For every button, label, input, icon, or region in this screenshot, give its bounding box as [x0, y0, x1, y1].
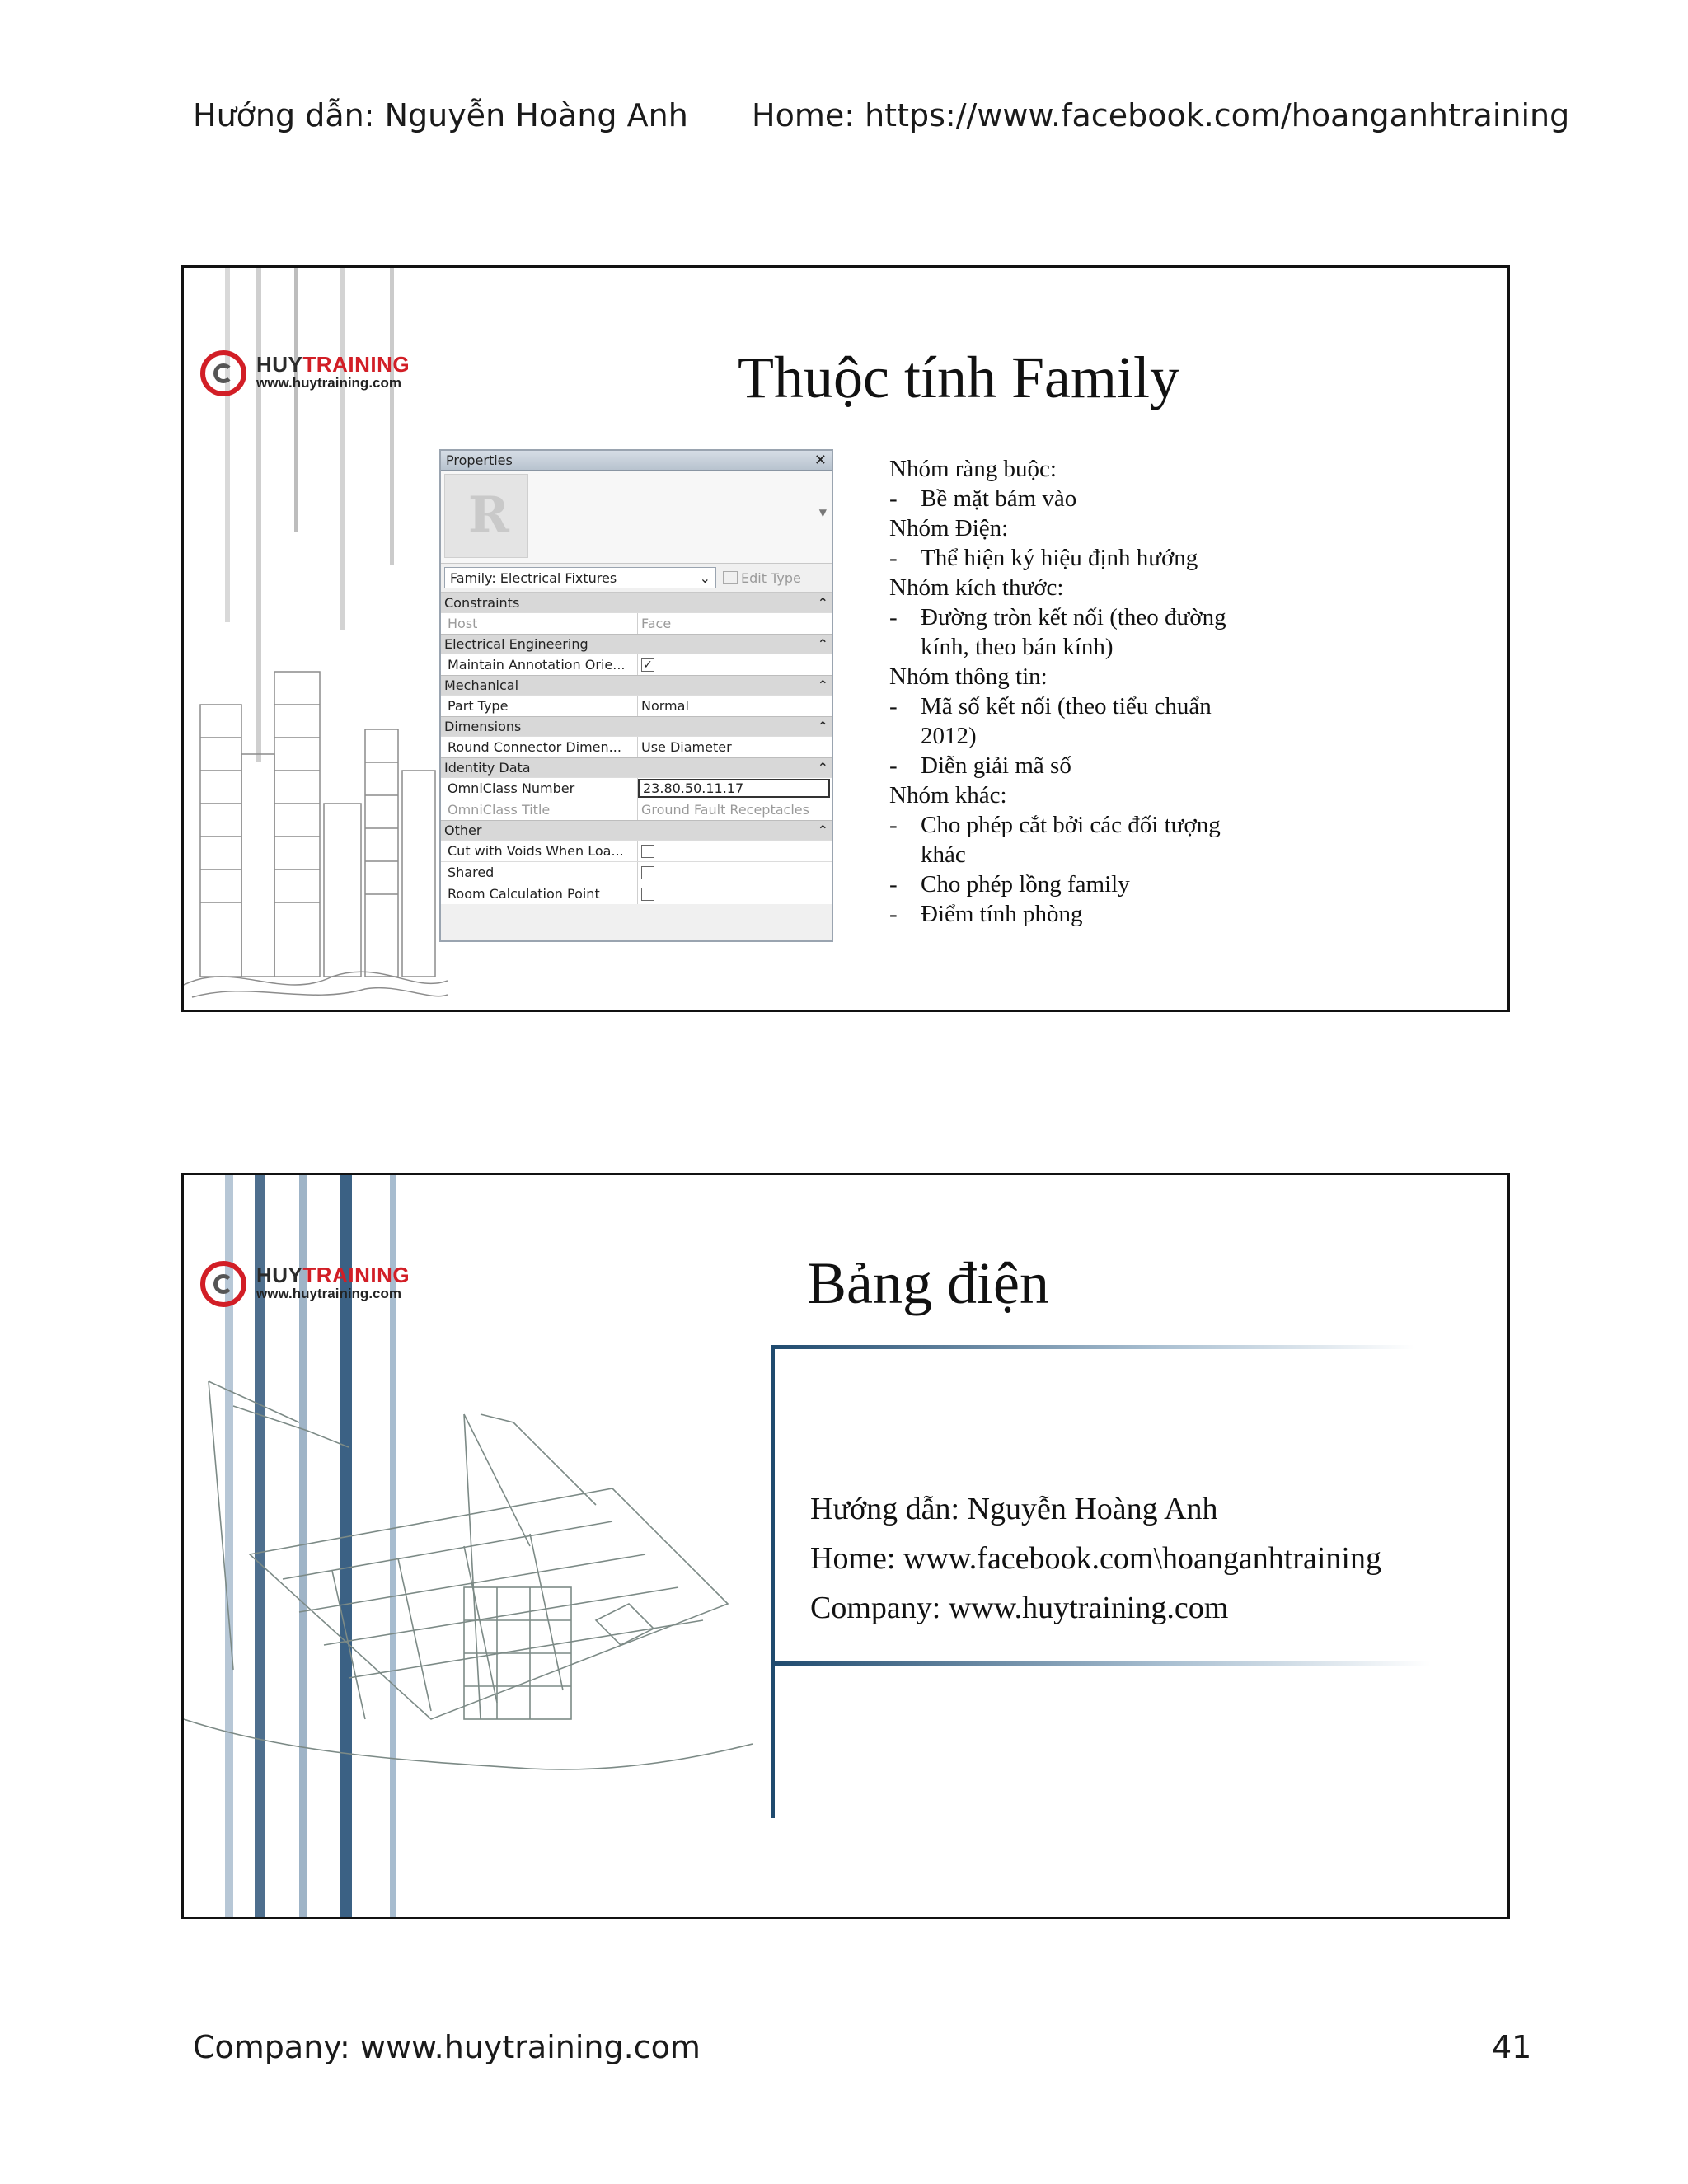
property-row	[441, 612, 832, 634]
note-item	[889, 484, 1268, 513]
collapse-icon[interactable]: ⌃	[817, 719, 828, 734]
logo-mark-icon	[200, 1261, 246, 1307]
property-group-header[interactable]	[441, 634, 832, 654]
type-selector-value: Family: Electrical Fixtures	[450, 569, 617, 586]
construction-sketch-image	[184, 1373, 753, 1802]
note-heading: Nhóm thông tin:	[889, 663, 1048, 690]
properties-grid	[441, 593, 832, 904]
property-row	[441, 883, 832, 904]
note-item-text: Cho phép cắt bởi các đối tượng khác	[921, 812, 1221, 868]
background-bar	[225, 268, 230, 622]
bullet-dash: -	[889, 693, 898, 719]
property-value[interactable]	[638, 862, 832, 883]
logo-name-part2: TRAINING	[302, 352, 410, 377]
property-value[interactable]: 23.80.50.11.17	[638, 779, 830, 798]
note-item	[889, 899, 1268, 929]
property-group-header[interactable]	[441, 820, 832, 840]
logo-url: www.huytraining.com	[256, 375, 401, 391]
property-name: OmniClass Title	[441, 799, 638, 820]
property-name: Maintain Annotation Orie...	[441, 654, 638, 675]
property-name: Round Connector Dimen...	[441, 737, 638, 757]
property-row	[441, 777, 832, 799]
edit-type-icon	[723, 571, 738, 584]
note-item	[889, 691, 1268, 751]
checkbox-unchecked[interactable]	[641, 866, 654, 879]
bullet-dash: -	[889, 871, 898, 898]
edit-type-label: Edit Type	[741, 569, 801, 586]
credit-company: Company: www.huytraining.com	[810, 1591, 1229, 1625]
family-preview	[441, 471, 832, 564]
property-group-label: Constraints	[444, 595, 520, 611]
note-item	[889, 810, 1268, 869]
background-bar	[390, 268, 394, 565]
property-row	[441, 840, 832, 861]
property-group-header[interactable]	[441, 716, 832, 736]
slide-electrical-panel	[181, 1173, 1510, 1919]
edit-type-button[interactable]	[723, 570, 801, 586]
huytraining-logo	[200, 350, 431, 416]
logo-name-part1: HUY	[256, 1263, 303, 1287]
collapse-icon[interactable]: ⌃	[817, 760, 828, 776]
property-row	[441, 654, 832, 675]
collapse-icon[interactable]: ⌃	[817, 636, 828, 652]
property-group-header[interactable]	[441, 757, 832, 777]
property-group-label: Identity Data	[444, 760, 531, 776]
slide-family-properties	[181, 265, 1510, 1012]
bullet-dash: -	[889, 545, 898, 571]
credits-block	[810, 1484, 1381, 1633]
collapse-icon[interactable]: ⌃	[817, 823, 828, 838]
chevron-down-icon[interactable]: ▼	[818, 507, 827, 518]
property-value[interactable]: Use Diameter	[641, 739, 732, 755]
checkbox-unchecked[interactable]	[641, 888, 654, 901]
divider-bottom	[771, 1661, 1431, 1666]
logo-name-part1: HUY	[256, 352, 303, 377]
property-name: Shared	[441, 862, 638, 883]
checkbox-unchecked[interactable]	[641, 845, 654, 858]
slide-title: Bảng điện	[807, 1250, 1049, 1316]
note-item-text: Diễn giải mã số	[921, 752, 1071, 779]
note-heading: Nhóm Điện:	[889, 515, 1009, 541]
property-name: Cut with Voids When Loa...	[441, 841, 638, 861]
property-row	[441, 736, 832, 757]
page-header-home: Home: https://www.facebook.com/hoanganhtraining	[752, 97, 1570, 134]
bullet-dash: -	[889, 752, 898, 779]
note-item	[889, 602, 1268, 662]
credit-author: Hướng dẫn: Nguyễn Hoàng Anh	[810, 1492, 1218, 1526]
note-item-text: Thể hiện ký hiệu định hướng	[921, 545, 1198, 571]
property-group-label: Electrical Engineering	[444, 636, 588, 652]
note-item	[889, 751, 1268, 780]
page-footer-company: Company: www.huytraining.com	[193, 2029, 701, 2065]
property-row	[441, 861, 832, 883]
note-item	[889, 869, 1268, 899]
logo-name-part2: TRAINING	[302, 1263, 410, 1287]
logo-mark-icon	[200, 350, 246, 396]
slide-title: Thuộc tính Family	[738, 344, 1179, 410]
collapse-icon[interactable]: ⌃	[817, 677, 828, 693]
divider-top	[771, 1345, 1414, 1349]
background-bar	[340, 268, 345, 630]
checkbox-checked[interactable]: ✓	[641, 658, 654, 672]
note-heading: Nhóm ràng buộc:	[889, 456, 1057, 482]
property-value: Ground Fault Receptacles	[641, 802, 809, 818]
note-item-text: Đường tròn kết nối (theo đường kính, theo bán kính)	[921, 604, 1226, 660]
bullet-dash: -	[889, 485, 898, 512]
property-value[interactable]	[638, 841, 832, 861]
property-name: Room Calculation Point	[441, 883, 638, 904]
note-item-text: Mã số kết nối (theo tiểu chuẩn 2012)	[921, 693, 1212, 749]
page-header-author: Hướng dẫn: Nguyễn Hoàng Anh	[193, 97, 688, 134]
property-value[interactable]	[638, 654, 832, 675]
property-group-label: Mechanical	[444, 677, 519, 693]
chevron-down-icon: ⌄	[699, 569, 710, 586]
divider-vertical	[771, 1345, 775, 1818]
bullet-dash: -	[889, 812, 898, 838]
family-thumbnail-icon: R	[444, 474, 528, 558]
type-selector-dropdown[interactable]	[444, 567, 716, 588]
properties-panel	[439, 449, 833, 942]
property-group-header[interactable]	[441, 593, 832, 612]
property-group-label: Dimensions	[444, 719, 522, 734]
property-notes-list	[889, 454, 1268, 929]
property-name: Host	[441, 613, 638, 634]
property-row	[441, 799, 832, 820]
property-group-header[interactable]	[441, 675, 832, 695]
properties-title: Properties	[446, 452, 513, 468]
page-number: 41	[1492, 2029, 1532, 2065]
city-sketch-image	[184, 655, 448, 1010]
credit-home: Home: www.facebook.com\hoanganhtraining	[810, 1541, 1381, 1576]
huytraining-logo	[200, 1261, 431, 1327]
note-item	[889, 543, 1268, 573]
type-selector-row	[441, 564, 832, 593]
note-heading: Nhóm kích thước:	[889, 574, 1064, 601]
logo-url: www.huytraining.com	[256, 1286, 401, 1301]
property-row	[441, 695, 832, 716]
bullet-dash: -	[889, 901, 898, 927]
collapse-icon[interactable]: ⌃	[817, 595, 828, 611]
note-item-text: Bề mặt bám vào	[921, 485, 1077, 512]
note-item-text: Cho phép lồng family	[921, 871, 1130, 898]
note-heading: Nhóm khác:	[889, 782, 1007, 808]
property-value: Face	[641, 616, 672, 631]
property-group-label: Other	[444, 823, 482, 838]
properties-titlebar	[441, 451, 832, 471]
property-name: OmniClass Number	[441, 778, 638, 799]
property-name: Part Type	[441, 696, 638, 716]
property-value[interactable]	[638, 883, 832, 904]
close-icon[interactable]: ✕	[814, 452, 827, 469]
bullet-dash: -	[889, 604, 898, 630]
property-value[interactable]: Normal	[641, 698, 689, 714]
note-item-text: Điểm tính phòng	[921, 901, 1083, 927]
